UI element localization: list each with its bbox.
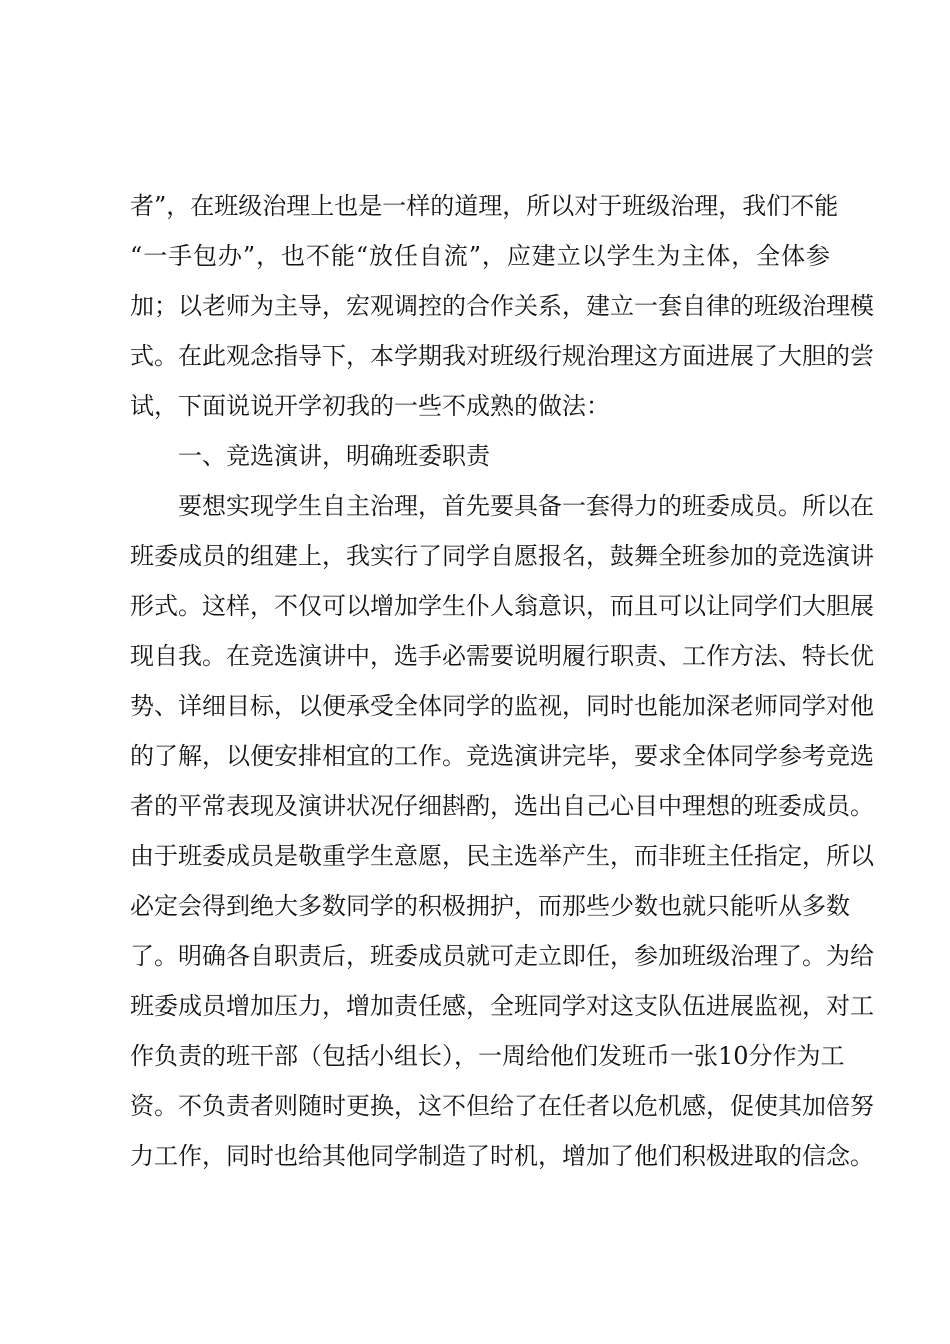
body-text-line: 力工作，同时也给其他同学制造了时机，增加了他们积极进取的信念。 xyxy=(130,1142,874,1170)
body-text-line: 者”，在班级治理上也是一样的道理，所以对于班级治理，我们不能 xyxy=(130,192,839,220)
section-heading: 一、竞选演讲，明确班委职责 xyxy=(178,442,490,470)
body-text-line: 要想实现学生自主治理，首先要具备一套得力的班委成员。所以在 xyxy=(178,492,874,520)
body-text-line: 形式。这样，不仅可以增加学生仆人翁意识，而且可以让同学们大胆展 xyxy=(130,592,874,620)
body-text-line: 势、详细目标，以便承受全体同学的监视，同时也能加深老师同学对他 xyxy=(130,692,874,720)
body-text-line: 现自我。在竞选演讲中，选手必需要说明履行职责、工作方法、特长优 xyxy=(130,642,874,670)
body-text-line: 作负责的班干部（包括小组长），一周给他们发班币一张10分作为工 xyxy=(130,1042,845,1070)
body-text-line: 试，下面说说开学初我的一些不成熟的做法： xyxy=(130,392,610,420)
body-text-line: 资。不负责者则随时更换，这不但给了在任者以危机感，促使其加倍努 xyxy=(130,1092,874,1120)
body-text-line: 加；以老师为主导，宏观调控的合作关系，建立一套自律的班级治理模 xyxy=(130,292,874,320)
body-text-line: 班委成员增加压力，增加责任感，全班同学对这支队伍进展监视，对工 xyxy=(130,992,874,1020)
body-text-line: 式。在此观念指导下，本学期我对班级行规治理这方面进展了大胆的尝 xyxy=(130,342,874,370)
body-text-line: “一手包办”，也不能“放任自流”，应建立以学生为主体，全体参 xyxy=(130,242,830,270)
body-text-line: 由于班委成员是敬重学生意愿，民主选举产生，而非班主任指定，所以 xyxy=(130,842,874,870)
body-text-line: 的了解，以便安排相宜的工作。竞选演讲完毕，要求全体同学参考竞选 xyxy=(130,742,874,770)
body-text-line: 必定会得到绝大多数同学的积极拥护，而那些少数也就只能听从多数 xyxy=(130,892,850,920)
body-text-line: 了。明确各自职责后，班委成员就可走立即任，参加班级治理了。为给 xyxy=(130,942,874,970)
body-text-line: 者的平常表现及演讲状况仔细斟酌，选出自己心目中理想的班委成员。 xyxy=(130,792,874,820)
body-text-line: 班委成员的组建上，我实行了同学自愿报名，鼓舞全班参加的竞选演讲 xyxy=(130,542,874,570)
